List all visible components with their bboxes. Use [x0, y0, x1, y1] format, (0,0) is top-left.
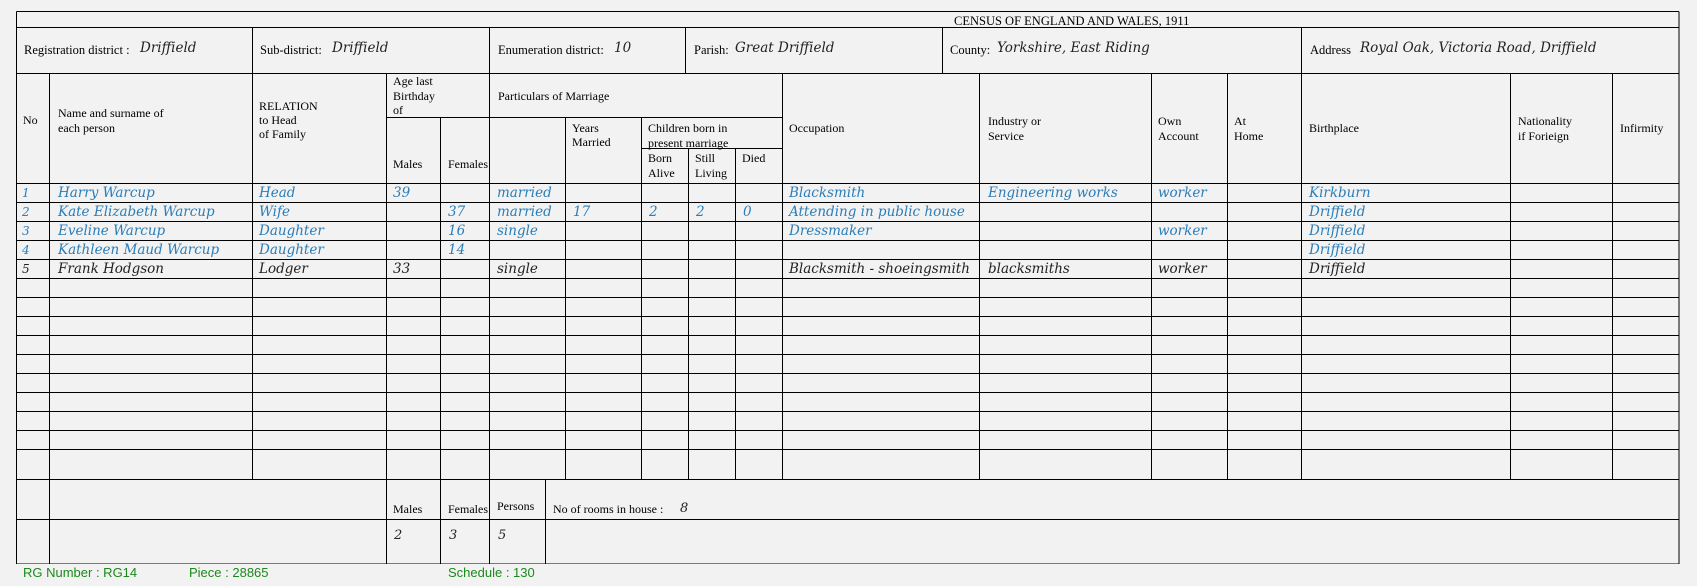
row-number: 2	[22, 205, 30, 219]
age-male: 33	[393, 261, 411, 277]
census-form	[16, 11, 1680, 580]
marital-status: single	[497, 223, 538, 239]
totals-females-value: 3	[449, 528, 458, 543]
marital-status: single	[497, 261, 538, 277]
birthplace: Driffield	[1309, 261, 1366, 277]
person-name: Harry Warcup	[58, 185, 155, 201]
address-value: Royal Oak, Victoria Road, Driffield	[1360, 40, 1597, 56]
row-number: 1	[22, 186, 30, 200]
birthplace: Driffield	[1309, 223, 1366, 239]
county-label: County:	[950, 43, 991, 57]
industry: blacksmiths	[988, 261, 1070, 277]
header-own-line1: Own	[1158, 114, 1182, 128]
header-age-line1: Age last	[393, 74, 433, 88]
marital-status: married	[497, 185, 552, 201]
registration-district-value: Driffield	[140, 40, 197, 56]
header-born-line1: Born	[648, 151, 672, 165]
schedule-number: Schedule : 130	[448, 565, 535, 580]
occupation: Blacksmith	[789, 185, 866, 201]
header-children-line2: present marriage	[648, 136, 729, 150]
birthplace: Driffield	[1309, 242, 1366, 258]
children-born-alive: 2	[649, 204, 658, 220]
enumeration-district-label: Enumeration district:	[498, 43, 604, 57]
person-name: Kate Elizabeth Warcup	[58, 204, 215, 220]
piece-number: Piece : 28865	[189, 565, 269, 580]
header-industry-line2: Service	[988, 129, 1024, 143]
own-account: worker	[1158, 223, 1207, 239]
own-account: worker	[1158, 261, 1207, 277]
age-female: 16	[448, 223, 466, 239]
address-label: Address	[1310, 43, 1351, 57]
age-male: 39	[393, 185, 411, 201]
header-age-line2: Birthday	[393, 89, 435, 103]
header-males: Males	[393, 157, 423, 171]
header-died: Died	[742, 151, 766, 165]
registration-district-label: Registration district :	[24, 43, 130, 57]
row-number: 3	[22, 224, 30, 238]
relation: Head	[259, 185, 296, 201]
enumeration-district-value: 10	[614, 40, 632, 56]
header-nationality-line1: Nationality	[1518, 114, 1572, 128]
header-birthplace: Birthplace	[1309, 121, 1359, 135]
occupation: Dressmaker	[789, 223, 872, 239]
census-title: CENSUS OF ENGLAND AND WALES, 1911	[954, 14, 1190, 28]
header-no: No	[23, 113, 38, 127]
birthplace: Driffield	[1309, 204, 1366, 220]
header-still-line2: Living	[695, 166, 727, 180]
rooms-value: 8	[680, 501, 689, 516]
header-relation-line2: to Head	[259, 113, 297, 127]
header-nationality-line2: if Forieign	[1518, 129, 1569, 143]
totals-males-label: Males	[393, 502, 423, 516]
children-died: 0	[743, 204, 752, 220]
age-female: 14	[448, 242, 466, 258]
row-number: 4	[22, 243, 30, 257]
header-name-line1: Name and surname of	[58, 106, 164, 120]
county-value: Yorkshire, East Riding	[997, 40, 1150, 56]
row-number: 5	[22, 262, 30, 276]
header-athome-line2: Home	[1234, 129, 1264, 143]
totals-females-label: Females	[448, 502, 488, 516]
header-industry-line1: Industry or	[988, 114, 1041, 128]
parish-value: Great Driffield	[735, 40, 835, 56]
person-name: Eveline Warcup	[58, 223, 166, 239]
header-name-line2: each person	[58, 121, 115, 135]
relation: Lodger	[259, 261, 308, 277]
totals-persons-label: Persons	[497, 499, 535, 513]
header-females: Females	[448, 157, 488, 171]
header-occupation: Occupation	[789, 121, 845, 135]
sub-district-value: Driffield	[332, 40, 389, 56]
header-years-line1: Years	[572, 121, 599, 135]
header-relation-line1: RELATION	[259, 99, 318, 113]
rg-number: RG Number : RG14	[23, 565, 138, 580]
header-athome-line1: At	[1234, 114, 1246, 128]
relation: Daughter	[259, 242, 324, 258]
header-born-line2: Alive	[648, 166, 675, 180]
occupation: Blacksmith - shoeingsmith	[789, 261, 970, 277]
census-grid	[16, 11, 1680, 564]
header-years-line2: Married	[572, 135, 611, 149]
age-female: 37	[448, 204, 466, 220]
header-children-line1: Children born in	[648, 121, 728, 135]
occupation: Attending in public house	[789, 204, 965, 220]
birthplace: Kirkburn	[1309, 185, 1371, 201]
industry: Engineering works	[988, 185, 1118, 201]
years-married: 17	[573, 204, 591, 220]
header-infirmity: Infirmity	[1620, 121, 1664, 135]
header-relation-line3: of Family	[259, 127, 306, 141]
header-age-line3: of	[393, 103, 403, 117]
relation: Wife	[259, 204, 290, 220]
relation: Daughter	[259, 223, 324, 239]
rooms-label: No of rooms in house :	[553, 502, 664, 516]
own-account: worker	[1158, 185, 1207, 201]
sub-district-label: Sub-district:	[260, 43, 322, 57]
parish-label: Parish:	[694, 43, 729, 57]
children-still-living: 2	[696, 204, 705, 220]
person-name: Kathleen Maud Warcup	[58, 242, 220, 258]
person-name: Frank Hodgson	[58, 261, 164, 277]
marital-status: married	[497, 204, 552, 220]
header-own-line2: Account	[1158, 129, 1199, 143]
totals-persons-value: 5	[498, 528, 507, 543]
header-still-line1: Still	[695, 151, 716, 165]
totals-males-value: 2	[394, 528, 403, 543]
header-marriage: Particulars of Marriage	[498, 89, 610, 103]
